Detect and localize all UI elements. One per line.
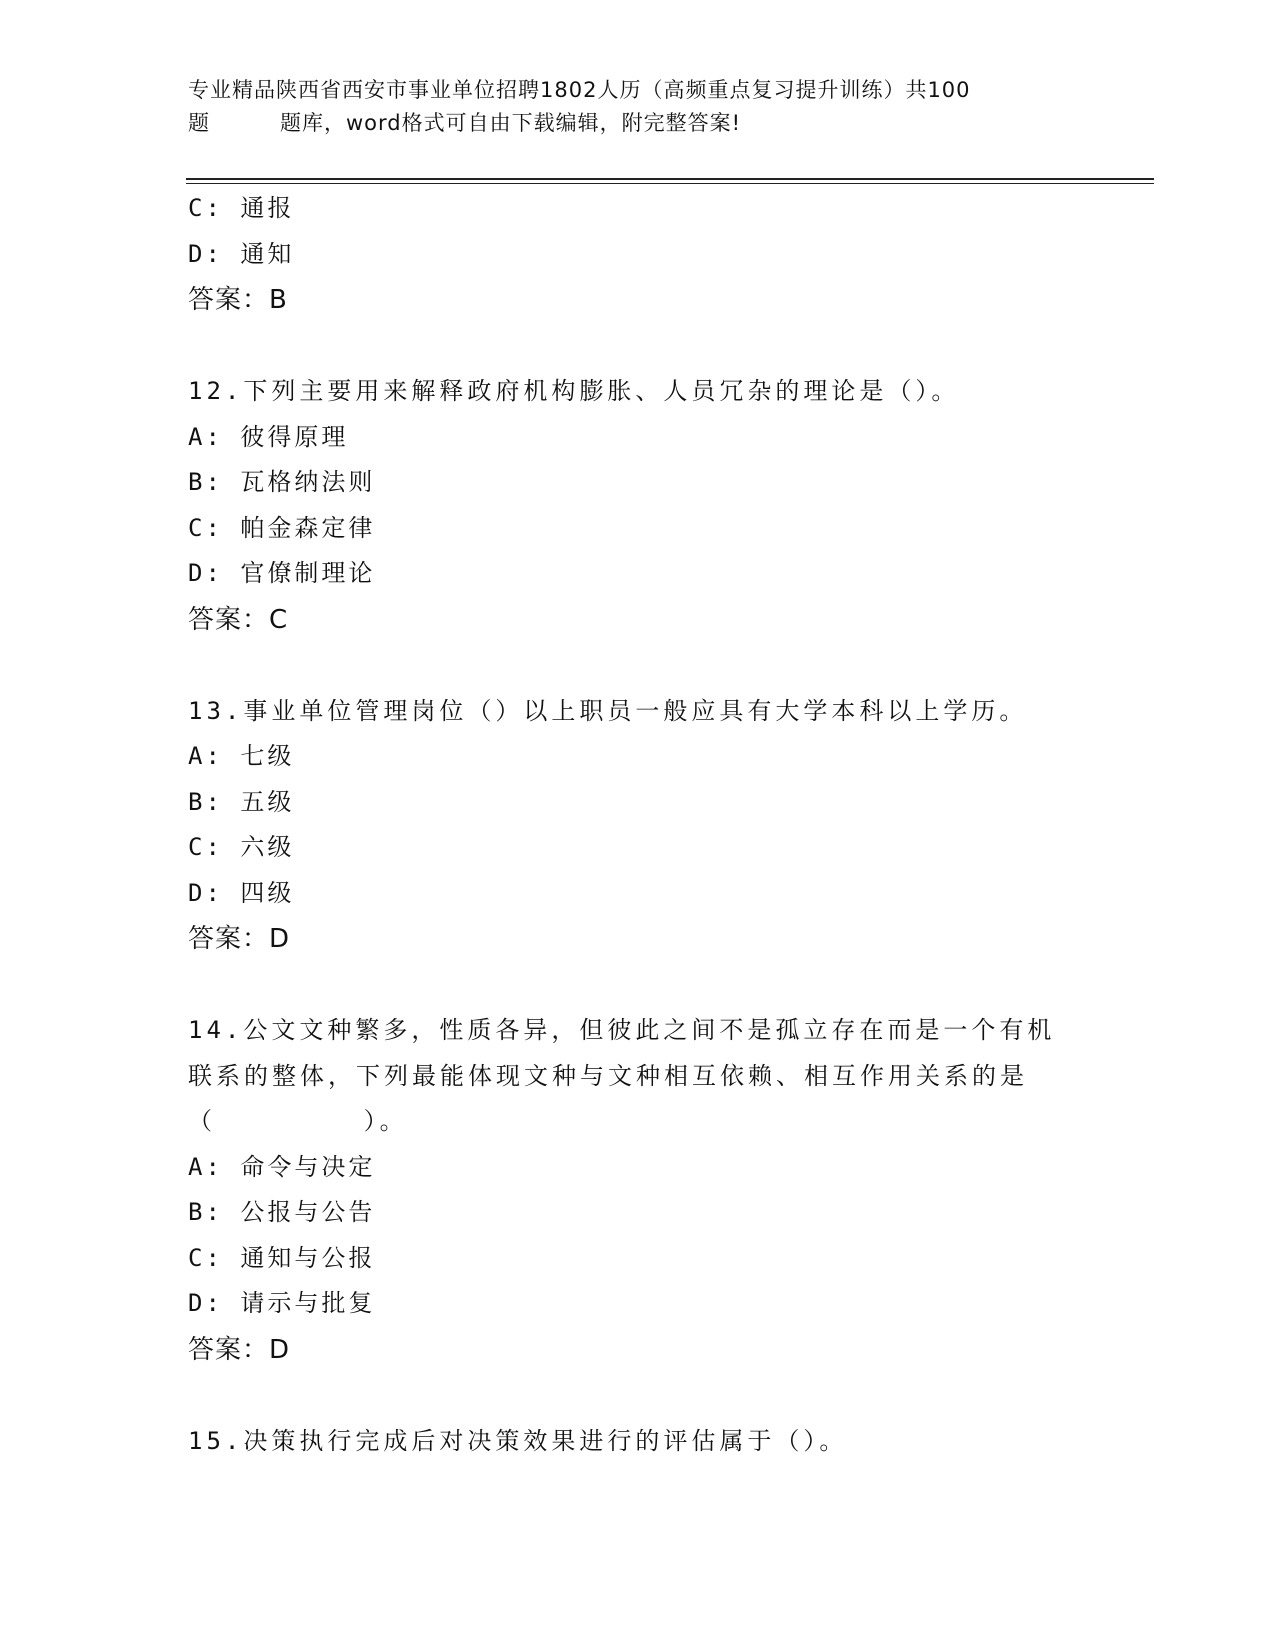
option-d: D: 四级 <box>188 878 295 907</box>
option-c: C: 通知与公报 <box>188 1243 376 1272</box>
question-15 <box>188 1419 1088 1465</box>
question-13 <box>188 689 1088 963</box>
question-text-line-3: （ ）。 <box>188 1107 408 1135</box>
question-14 <box>188 1008 1088 1373</box>
header-divider-thin <box>186 183 1154 184</box>
document-header <box>188 74 1088 140</box>
option-a: A: 命令与决定 <box>188 1152 376 1181</box>
option-d: D: 通知 <box>188 239 295 268</box>
header-line-2-right: 题库，word格式可自由下载编辑，附完整答案! <box>280 111 742 135</box>
option-a: A: 彼得原理 <box>188 422 349 451</box>
option-a: A: 七级 <box>188 742 295 770</box>
option-c: C: 帕金森定律 <box>188 513 376 542</box>
question-11 <box>188 186 1088 323</box>
option-b: B: 瓦格纳法则 <box>188 468 376 496</box>
answer: 答案：B <box>188 285 288 315</box>
answer: 答案：C <box>188 604 289 635</box>
answer: 答案：D <box>188 924 291 954</box>
option-d: D: 请示与批复 <box>188 1289 376 1317</box>
question-text: 13.事业单位管理岗位（）以上职员一般应具有大学本科以上学历。 <box>188 696 1028 725</box>
header-line-1: 专业精品陕西省西安市事业单位招聘1802人历（高频重点复习提升训练）共100 <box>188 78 971 102</box>
header-line-2 <box>188 107 1088 140</box>
question-text-line-2: 联系的整体，下列最能体现文种与文种相互依赖、相互作用关系的是 <box>188 1061 1028 1090</box>
question-text: 12.下列主要用来解释政府机构膨胀、人员冗杂的理论是（）。 <box>188 377 960 405</box>
option-c: C: 通报 <box>188 194 295 222</box>
answer: 答案：D <box>188 1334 291 1365</box>
option-b: B: 公报与公告 <box>188 1198 376 1226</box>
header-line-2-left: 题 <box>188 111 210 135</box>
question-text-line-1: 14.公文文种繁多，性质各异，但彼此之间不是孤立存在而是一个有机 <box>188 1016 1056 1044</box>
option-d: D: 官僚制理论 <box>188 559 376 587</box>
option-b: B: 五级 <box>188 787 295 816</box>
question-12 <box>188 369 1088 643</box>
option-c: C: 六级 <box>188 833 295 861</box>
question-text: 15.决策执行完成后对决策效果进行的评估属于（）。 <box>188 1426 848 1455</box>
header-divider-thick <box>186 178 1154 180</box>
document-body <box>188 186 1088 1464</box>
